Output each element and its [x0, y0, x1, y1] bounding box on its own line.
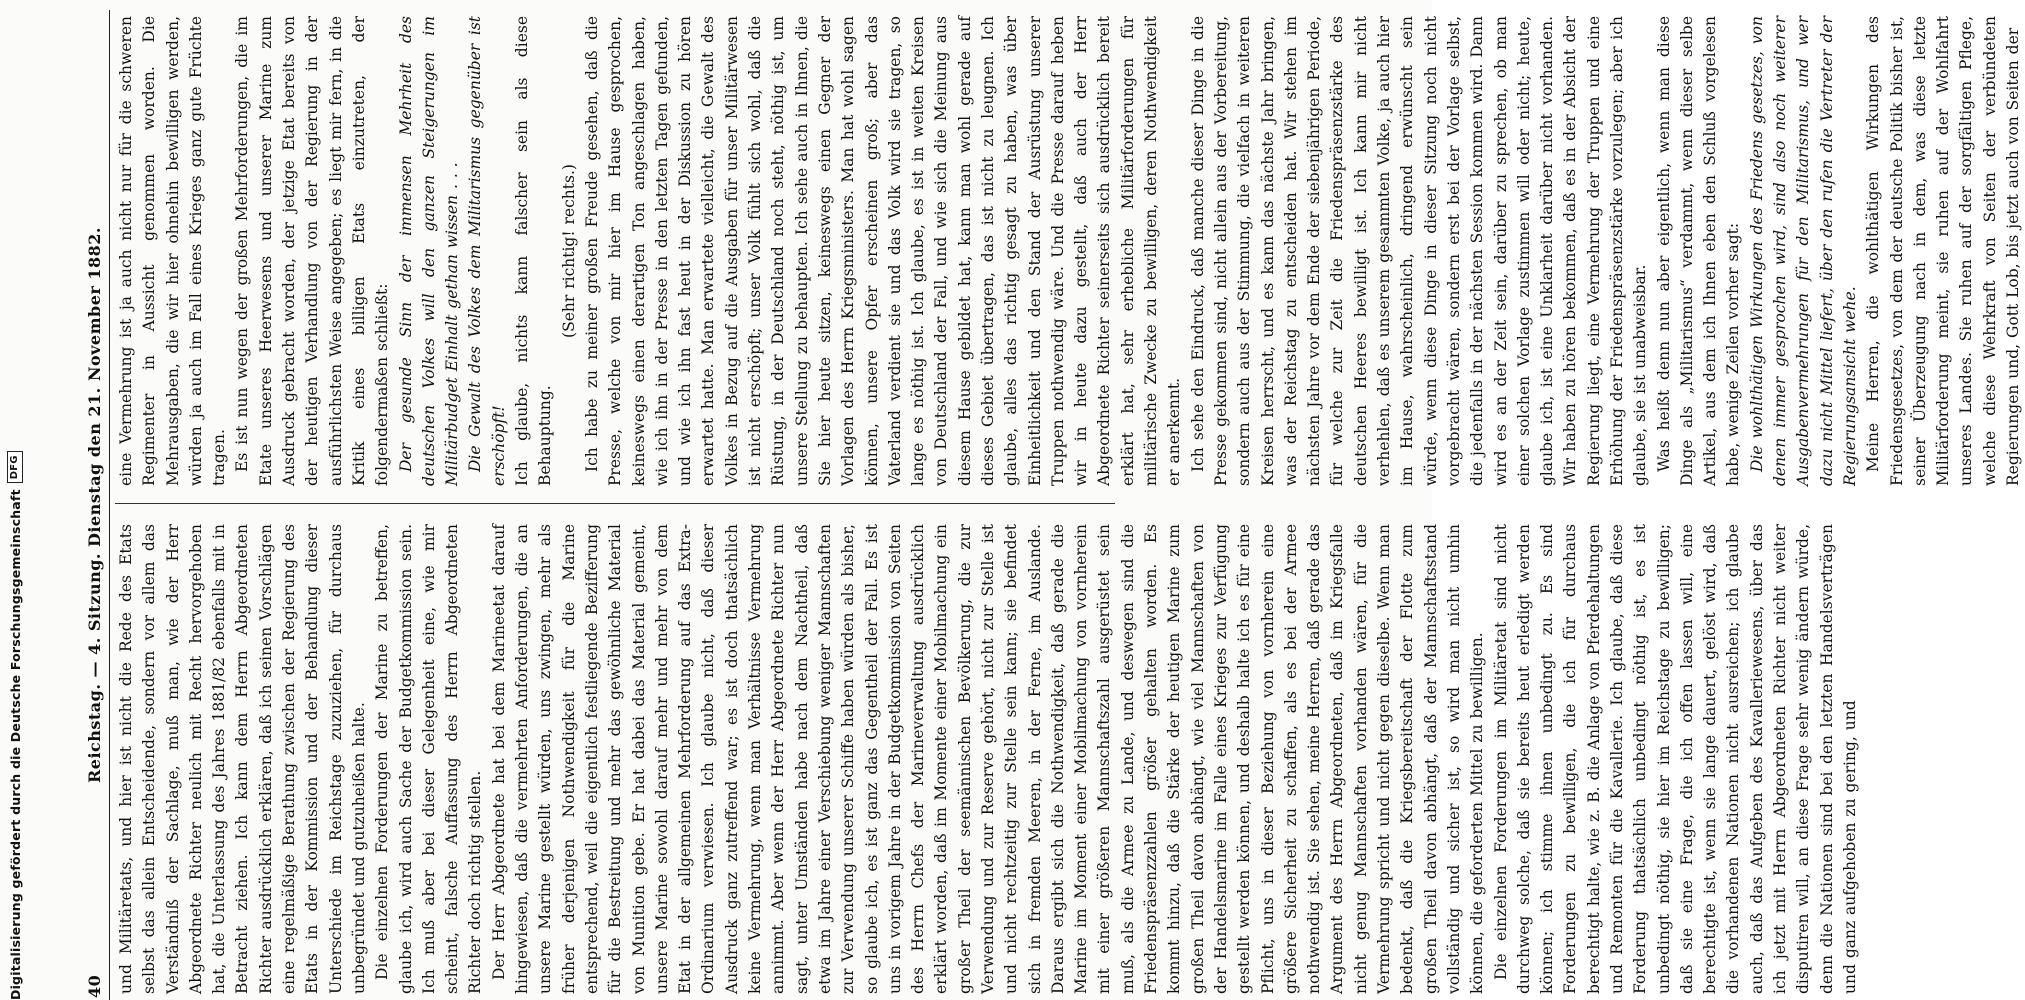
paragraph: Meine Herren, die wohlthätigen Wirkungen des Friedensgesetzes, von dem der deutsche Politik bisher ist, seiner Überzeugung nach in dem, was diese letzte Militärforderung meint, sie ruhen auf der Wohlfahrt unseres Landes. Sie ruhen auf der sorgfältigen Pflege, welche diese Wehrkraft von Seiten der verbündeten Regierungen und, Gott Lob, bis jetzt auch von Seiten der	[1864, 16, 2023, 486]
quotation: Der gesunde Sinn der immensen Mehrheit des deutschen Volkes will den ganzen Steigerungen im Militärbudget Einhalt gethan wissen . . .	[396, 16, 462, 486]
running-head: Reichstag. — 4. Sitzung. Dienstag den 21. November 1882.	[85, 227, 104, 784]
quotation: Die wohlthätigen Wirkungen des Friedens gesetzes, von denen immer gesprochen wird, sind also noch weiterer Ausgabenvermehrungen für den Militarismus, und wer dazu nicht Mittel liefert, über den rufen die Vertreter der Regierungsansicht wehe.	[1747, 16, 1859, 486]
paragraph: Die einzelnen Forderungen im Militäretat sind nicht durchweg solche, daß sie bereits heut erledigt werden können; ich stimme ihnen unbedingt zu. Es sind Forderungen zu bewilligen, die ich für durchaus berechtigt halte, wie z. B. die Anlage von Pferdehaltungen und Remonten für die Kavallerie. Ich glaube, daß diese Forderung thatsächlich unbedingt nöthig ist, es ist unbedingt nöthig, sie hier im Reichstage zu bewilligen; daß sie eine Frage, die ich offen lassen will, eine berechtigte ist, wenn sie lange dauert, gelöst wird, daß die vorhandenen Nationen nicht ausreichen; ich glaube auch, daß das Aufgeben des Kavalleriewesens, über das ich jetzt mit Herrn Abgeordneten Richter nicht weiter disputiren will, an diese Frage sehr wenig ändern würde, denn die Nationen sind bei den letzten Handelsverträgen und ganz aufgehoben zu gering, und	[1491, 524, 1859, 994]
quotation: Die Gewalt des Volkes dem Militarismus gegenüber ist erschöpft!	[466, 16, 508, 486]
dfg-logo: DFG	[7, 451, 23, 483]
header-rule	[109, 10, 110, 1000]
column-divider	[115, 503, 1115, 504]
paragraph: eine Vermehrung ist ja auch nicht nur für die schweren Regimenter in Aussicht genommen worden. Die Mehrausgaben, die wir hier ohnehin bewilligen werden, würden ja auch im Fall eines Krieges ganz gute Früchte tragen.	[117, 16, 229, 486]
right-column	[115, 16, 2023, 486]
paragraph: Ich sehe den Eindruck, daß manche dieser Dinge in die Presse gekommen sind, nicht allein aus der Vorbereitung, sondern auch aus der Stimmung, die vielfach in weiteren Kreisen herrscht, und es kann das nächste Jahr bringen, was der Reichstag zu entscheiden hat. Wir stehen im nächsten Jahre vor dem Ende der siebenjährigen Periode, für welche zur Zeit die Friedenspräsenzstärke des deutschen Heeres bewilligt ist. Ich kann mir nicht verhehlen, daß es unserem gesammten Volke, ja auch hier im Hause, wahrscheinlich, dringend erwünscht sein würde, wenn diese Dinge in dieser Sitzung noch nicht vorgebracht wären, sondern erst bei der Vorlage selbst, die jedenfalls in der nächsten Session kommen wird. Dann wird es an der Zeit sein, darüber zu sprechen, ob man einer solchen Vorlage zustimmen will oder nicht; heute, glaube ich, ist eine Unklarheit darüber nicht vorhanden. Wir haben zu hören bekommen, daß es in der Absicht der Regierung liegt, eine Vermehrung der Truppen und eine Erhöhung der Friedenspräsenzstärke vorzulegen; aber ich glaube, sie ist unabweisbar.	[1188, 16, 1650, 486]
paragraph: Die einzelnen Forderungen der Marine zu betreffen, glaube ich, wird auch Sache der Budgetkommission sein. Ich muß aber bei dieser Gelegenheit eine, wie mir scheint, falsche Auffassung des Herrn Abgeordneten Richter doch richtig stellen.	[373, 524, 485, 994]
paragraph: Der Herr Abgeordnete hat bei dem Marineetat darauf hingewiesen, daß die vermehrten Anforderungen, die an unsere Marine gestellt würden, uns zwingen, mehr als früher derjenigen Nothwendigkeit für die Marine entsprechend, weil die eigentlich festliegende Bezifferung für die Bestreitung und mehr das gewöhnliche Material von Munition gebe. Er hat dabei das Material gemeint, unsere Marine sowohl darauf mehr und mehr von dem Etat in der allgemeinen Mehrforderung auf das Extra-Ordinarium verwiesen. Ich glaube nicht, daß dieser Ausdruck ganz zutreffend war; es ist doch thatsächlich keine Vermehrung, wenn man Verhältnisse Vermehrung annimmt. Aber wenn der Herr Abgeordnete Richter nun sagt, unter Umständen habe nach dem Nachtheil, daß etwa im Jahre einer Verschiebung weniger Mannschaften zur Verwendung unserer Schiffe haben würden als bisher, so glaube ich, es ist ganz das Gegentheil der Fall. Es ist uns in vorigem Jahre in der Budgetkommission von Seiten des Herrn Chefs der Marineverwaltung ausdrücklich erklärt worden, daß im Momente einer Mobilmachung ein großer Theil der seemännischen Bevölkerung, die zur Verwendung und zur Reserve gehört, nicht zur Stelle ist und nicht rechtzeitig zur Stelle sein kann; sie befindet sich in fremden Meeren, in der Ferne, im Auslande. Daraus ergibt sich die Nothwendigkeit, daß gerade die Marine im Moment einer Mobilmachung von vornherein mit einer größeren Mannschaftszahl ausgerüstet sein muß, als die Armee zu Lande, und deswegen sind die Friedenspräsenzzahlen größer gehalten worden. Es kommt hinzu, daß die Stärke der heutigen Marine zum großen Theil davon abhängt, wie viel Mannschaften von der Handelsmarine im Falle eines Krieges zur Verfügung gestellt werden können, und deshalb halte ich es für eine Pflicht, uns in dieser Beziehung von vornherein eine größere Sicherheit zu schaffen, als es bei der Armee nothwendig ist. Sie sehen, meine Herren, daß gerade das Argument des Herrn Abgeordneten, daß im Kriegsfalle nicht genug Mannschaften vorhanden wären, für die Vermehrung spricht und nicht gegen dieselbe. Wenn man bedenkt, daß die Kriegsbereitschaft der Flotte zum großen Theil davon abhängt, daß der Mannschaftsstand vollständig und sicher ist, so wird man nicht umhin können, die geforderten Mittel zu bewilligen.	[489, 524, 1487, 994]
credit-text: Digitalisierung gefördert durch die Deutsche Forschungsgemeinschaft	[7, 489, 23, 1000]
paragraph: Es ist nun wegen der großen Mehrforderungen, die im Etate unseres Heerwesens und unserer Marine zum Ausdruck gebracht worden, der jetzige Etat bereits von der heutigen Verhandlung von der Regierung in der ausführlichsten Weise angegeben; es liegt mir fern, in die Kritik eines billigen Etats einzutreten, der folgendermaßen schließt:	[233, 16, 392, 486]
page-header	[85, 10, 109, 1000]
left-column	[115, 524, 1859, 994]
paragraph: Ich glaube, nichts kann falscher sein als diese Behauptung.	[513, 16, 555, 486]
paragraph: Ich habe zu meiner großen Freude gesehen, daß die Presse, welche von mir hier im Hause gesprochen, keineswegs einen derartigen Ton angeschlagen haben, wie ich ihn in der Presse in den letzten Tagen gefunden, und wie ich ihn fast heut in der Diskussion zu hören erwartet hatte. Man erwartete vielleicht, die Gewalt des Volkes in Bezug auf die Ausgaben für unser Militärwesen ist nicht erschöpft; unser Volk fühlt sich wohl, daß die Rüstung, in der Deutschland noch steht, nöthig ist, um unsere Stellung zu behaupten. Ich sehe auch in Ihnen, die Sie hier heute sitzen, keineswegs einen Gegner der Vorlagen des Herrn Kriegsministers. Man hat wohl sagen können, unsere Opfer erscheinen groß; aber das Vaterland verdient sie und das Volk wird sie tragen, so lange es nöthig ist. Ich glaube, es ist in weiten Kreisen von Deutschland der Fall, und wie sich die Meinung aus diesem Hause gebildet hat, kann man wohl gerade auf dieses Gebiet übertragen, das ist nicht zu leugnen. Ich glaube, alles das richtig gesagt zu haben, was über Einheitlichkeit und den Stand der Ausrüstung unserer Truppen nothwendig wäre. Und die Presse darauf heben wir in heute dazu gestellt, daß auch der Herr Abgeordnete Richter seinerseits sich ausdrücklich bereit erklärt hat, sehr erhebliche Militärforderungen für militärische Zwecke zu bewilligen, deren Nothwendigkeit er anerkennt.	[582, 16, 1184, 486]
page-number: 40	[85, 974, 104, 998]
digitization-credit	[4, 10, 26, 1000]
interjection: (Sehr richtig! rechts.)	[559, 164, 578, 338]
paragraph: und Militäretats, und hier ist nicht die Rede des Etats selbst das allein Entscheidende, sondern vor allem das Verständniß der Sachlage, muß man, wie der Herr Abgeordnete Richter neulich mit Recht hervorgehoben hat, die Unterlassung des Jahres 1881/82 ebenfalls mit in Betracht ziehen. Ich kann dem Herrn Abgeordneten Richter ausdrücklich erklären, daß ich seinen Vorschlägen eine regelmäßige Berathung zwischen der Regierung des Etats in der Kommission und der Behandlung dieser Unterschiede im Reichstage zuzuziehen, für durchaus unbegründet und gutzuheißen halte.	[117, 524, 368, 994]
paragraph: Was heißt denn nun aber eigentlich, wenn man diese Dinge als „Militarismus“ verdammt, wenn dieser selbe Artikel, aus dem ich Ihnen eben den Schluß vorgelesen habe, wenige Zeilen vorher sagt:	[1654, 16, 1743, 486]
rotated-page-content	[85, 10, 2023, 1000]
